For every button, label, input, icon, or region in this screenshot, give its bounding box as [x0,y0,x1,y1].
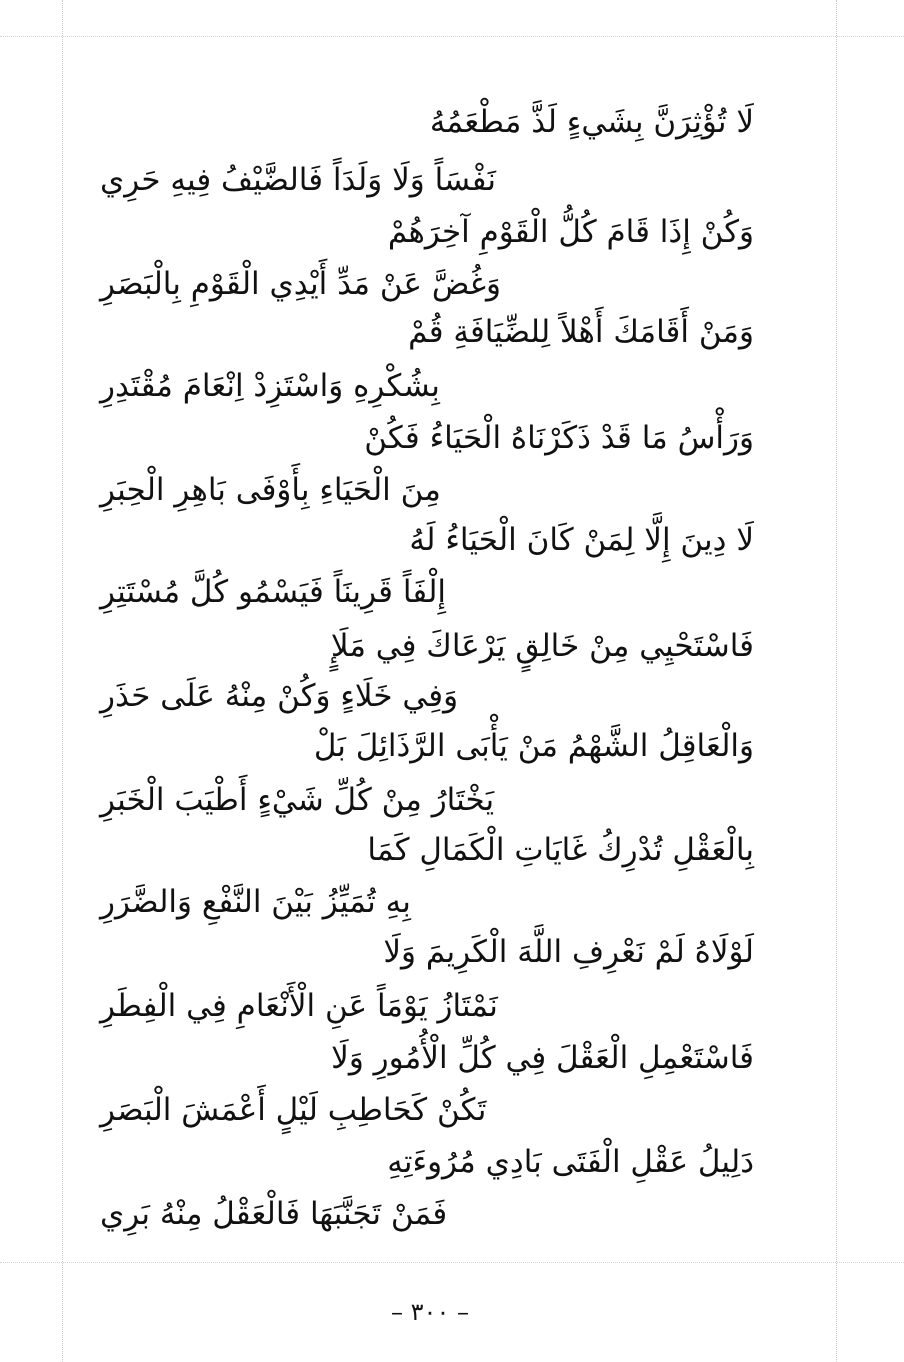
verse-line: وَرَأْسُ مَا قَدْ ذَكَرْنَاهُ الْحَيَاءُ فَكُنْ [364,420,754,456]
verse-line: لَا دِينَ إِلَّا لِمَنْ كَانَ الْحَيَاءُ لَهُ [409,522,754,558]
verse-line: نَفْسَاً وَلَا وَلَدَاً فَالضَّيْفُ فِيهِ حَرِي [100,162,496,198]
page-number: – ٣٠٠ – [391,1298,469,1326]
verse-line: وَالْعَاقِلُ الشَّهْمُ مَنْ يَأْبَى الرَّذَائِلَ بَلْ [313,728,754,764]
verse-line: وَفِي خَلَاءٍ وَكُنْ مِنْهُ عَلَى حَذَرِ [100,678,459,714]
verse-line: لَا تُؤْثِرَنَّ بِشَيءٍ لَذَّ مَطْعَمُهُ [429,104,754,140]
verse-line: تَكُنْ كَحَاطِبِ لَيْلٍ أَعْمَشَ الْبَصَرِ [100,1092,487,1128]
verse-line: فَمَنْ تَجَنَّبَهَا فَالْعَقْلُ مِنْهُ بَرِي [100,1196,448,1232]
verse-line: بِهِ تُمَيِّزُ بَيْنَ النَّفْعِ وَالضَّرَرِ [100,884,411,920]
verse-line: وَمَنْ أَقَامَكَ أَهْلاً لِلضِّيَافَةِ قُمْ [408,314,754,350]
verse-line: دَلِيلُ عَقْلِ الْفَتَى بَادِي مُرُوءَتِهِ [387,1144,754,1180]
verse-line: نَمْتَازُ يَوْمَاً عَنِ الْأَنْعَامِ فِي الْفِطَرِ [100,988,498,1024]
verse-line: وَغُضَّ عَنْ مَدِّ أَيْدِي الْقَوْمِ بِالْبَصَرِ [100,266,501,302]
verse-line: بِشُكْرِهِ وَاسْتَزِدْ اِنْعَامَ مُقْتَدِرِ [100,368,440,404]
verse-line: يَخْتَارُ مِنْ كُلِّ شَيْءٍ أَطْيَبَ الْخَبَرِ [100,782,495,818]
verse-line: إِلْفَاً قَرِينَاً فَيَسْمُو كُلَّ مُسْتَتِرِ [100,574,447,610]
verse-line: لَوْلَاهُ لَمْ نَعْرِفِ اللَّهَ الْكَرِيمَ وَلَا [383,934,754,970]
verse-line: وَكُنْ إِذَا قَامَ كُلُّ الْقَوْمِ آخِرَهُمْ [387,214,754,250]
verse-line: بِالْعَقْلِ تُدْرِكُ غَايَاتِ الْكَمَالِ كَمَا [367,832,754,868]
verse-line: مِنَ الْحَيَاءِ بِأَوْفَى بَاهِرِ الْحِبَرِ [100,472,441,508]
verse-line: فَاسْتَعْمِلِ الْعَقْلَ فِي كُلِّ الْأُمُورِ وَلَا [331,1040,754,1076]
verse-line: فَاسْتَحْيِي مِنْ خَالِقٍ يَرْعَاكَ فِي مَلَإٍ [330,628,754,664]
